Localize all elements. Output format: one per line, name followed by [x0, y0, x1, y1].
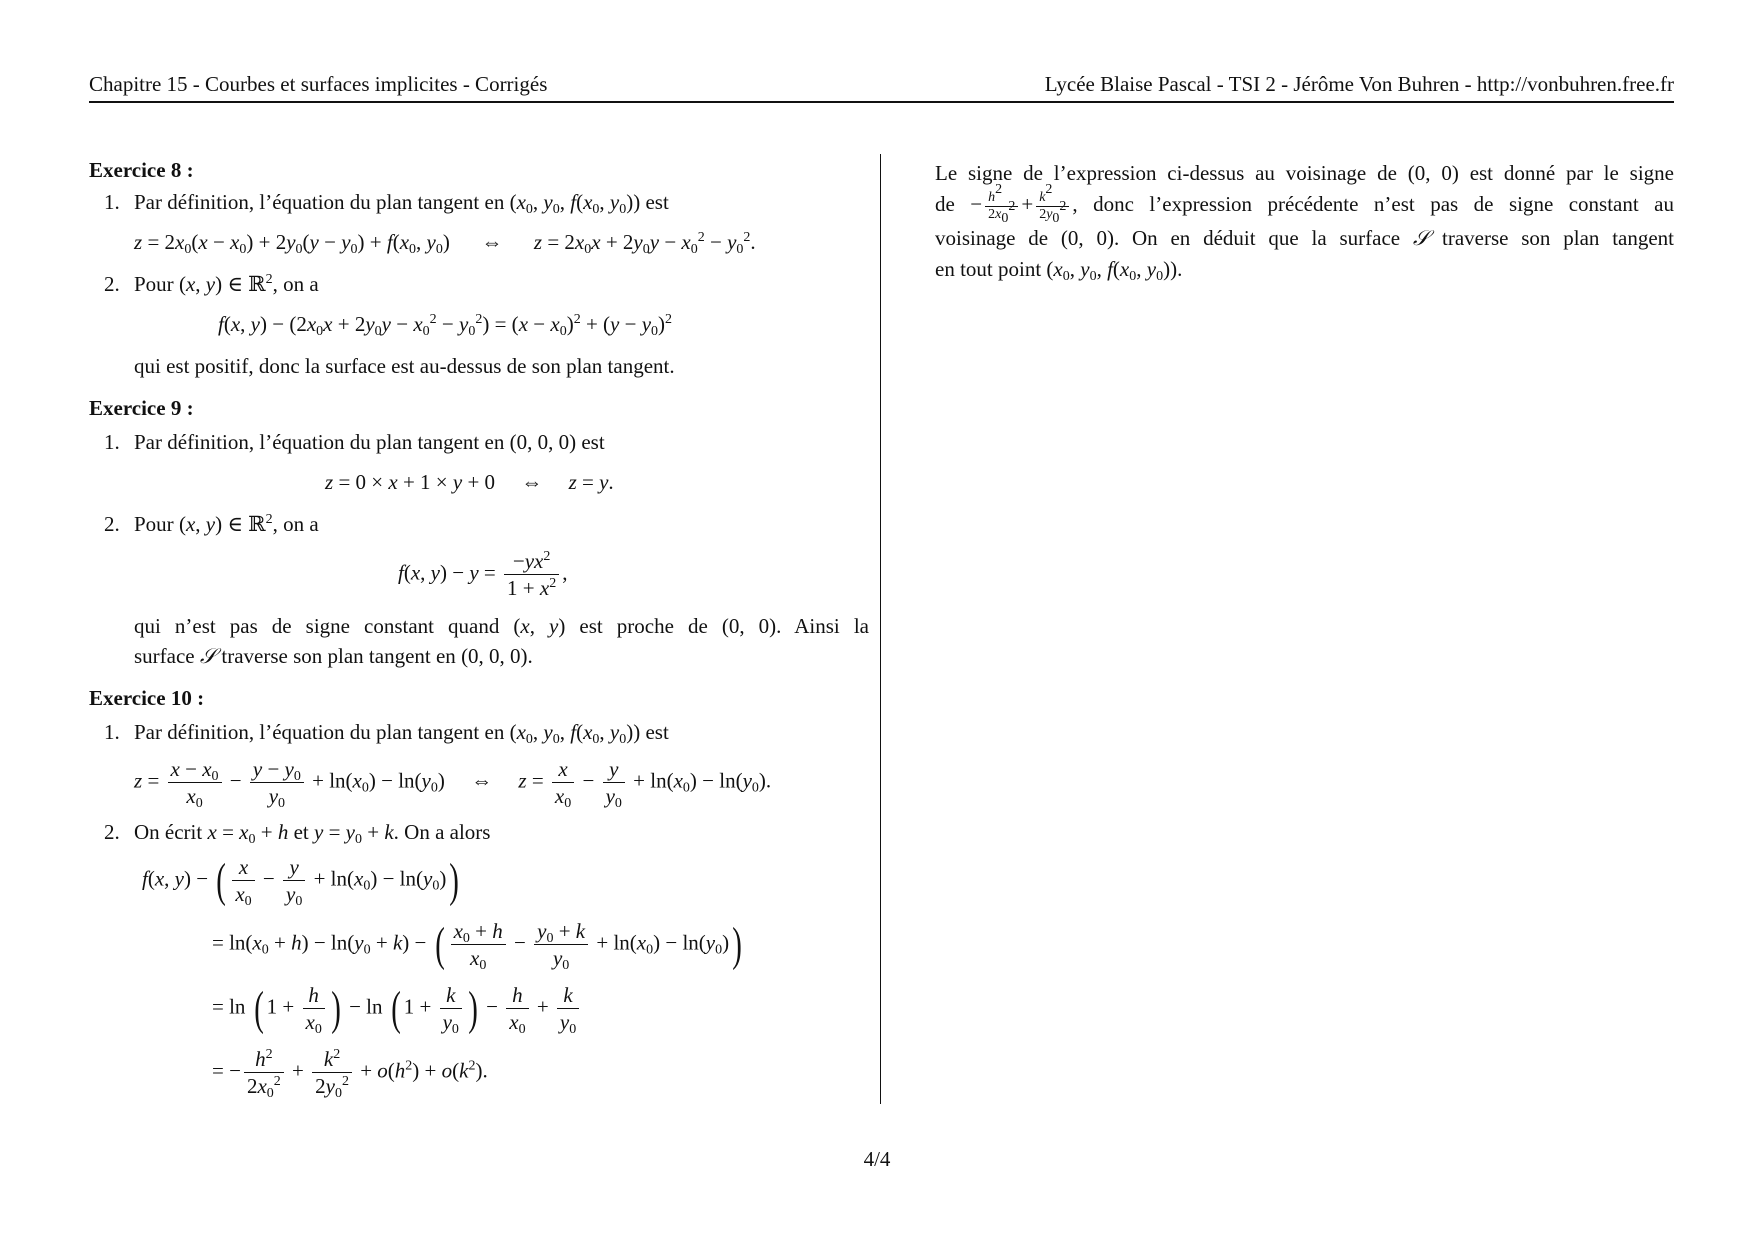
- header-right: Lycée Blaise Pascal - TSI 2 - Jérôme Von Buhren - http://vonbuhren.free.fr: [1044, 72, 1674, 96]
- ex9-item2-text: Pour (x, y) ∈ ℝ$^2$, on a: [134, 512, 319, 536]
- right-line1: Le signe de l’expression ci-dessus au voisinage de (0, 0) est donné par le signe: [935, 161, 1674, 185]
- header-left: Chapitre 15 - Courbes et surfaces implicites - Corrigés: [89, 72, 548, 96]
- ex9-title: Exercice 9 :: [89, 396, 194, 420]
- ex10-equation-1: z = $\frac{x - x_0}{x_0}$ − $\frac{y - y_0}{y_0}$ + $\ln(x_0) - \ln(y_0)$ ⇔ z = $\frac{x}{x_0}$ − $\frac{y}{y_0}$ + $\ln(x_0) - \ln(y_0)$.: [134, 757, 772, 812]
- ex8-title: Exercice 8 :: [89, 158, 194, 182]
- ex10-derivation-line3: = ln ( 1 + $\frac{h}{x_0}$ ) − ln ( 1 + $\frac{k}{y_0}$ ) − $\frac{h}{x_0}$ + $\frac{k}{y_0}$: [212, 982, 582, 1036]
- ex8-item2-text: Pour (x, y) ∈ ℝ$^2$, on a: [134, 272, 319, 296]
- ex10-derivation-line1: f(x, y) − ( $\frac{x}{x_0}$ − $\frac{y}{y_0}$ + $\ln(x_0) - \ln(y_0)$): [142, 853, 460, 910]
- header-rule: [89, 101, 1674, 103]
- ex10-derivation-line4: = − $\frac{h^2}{2x_0^2}$ + $\frac{k^2}{2y_0^2}$ + $o(h^2) + o(k^2)$.: [212, 1047, 488, 1102]
- ex8-conclusion: qui est positif, donc la surface est au-dessus de son plan tangent.: [134, 354, 675, 378]
- ex8-item1-number: 1.: [104, 190, 120, 214]
- right-line4: en tout point ($x_0$, $y_0$, $f(x_0$, $y_0$)).: [935, 256, 1183, 284]
- ex9-conclusion-line1: qui n’est pas de signe constant quand (x, y) est proche de (0, 0). Ainsi la: [134, 614, 869, 638]
- ex10-title: Exercice 10 :: [89, 686, 205, 710]
- ex10-item1-number: 1.: [104, 720, 120, 744]
- right-line2: de − $\frac{h^2}{2x_0^2}$ + $\frac{k^2}{2y_0^2}$ , donc l’expression précédente n’est pas de signe constant au: [935, 181, 1674, 226]
- ex8-item1-text: Par définition, l’équation du plan tangent en ($x_0$, $y_0$, $f(x_0$, $y_0$)) est: [134, 190, 669, 217]
- ex8-item2-number: 2.: [104, 272, 120, 296]
- ex10-item2-number: 2.: [104, 820, 120, 844]
- ex9-equation-1: z = 0 × x + 1 × y + 0 ⇔ z = y.: [325, 470, 614, 494]
- ex9-item1-text: Par définition, l’équation du plan tangent en (0, 0, 0) est: [134, 430, 605, 454]
- page-number: 4/4: [863, 1147, 891, 1171]
- ex9-item1-number: 1.: [104, 430, 120, 454]
- ex9-conclusion-line2: surface 𝒮 traverse son plan tangent en (0, 0, 0).: [134, 644, 533, 668]
- ex8-equation-2: f(x, $y) - (2x_0x + 2y_0y - x_0^2 - y_0^2) = (x - x_0)^2 + (y - y_0)^2$: [218, 312, 673, 339]
- ex10-derivation-line2: = $\ln(x_0 + h) - \ln(y_0 + k)$ − ( $\frac{x_0 + h}{x_0}$ − $\frac{y_0 + k}{y_0}$ + $\ln(x_0) - \ln(y_0)$): [212, 917, 742, 974]
- ex8-equation-1: $z = 2x_0(x - x_0) + 2y_0(y - y_0) + f(x_0$, $y_0$) ⇔ $z = 2x_0x + 2y_0y - x_0^2 - y_0^2$.: [134, 230, 756, 257]
- right-column-paragraph: [935, 158, 1674, 285]
- ex9-item2-number: 2.: [104, 512, 120, 536]
- ex10-item1-text: Par définition, l’équation du plan tangent en ($x_0$, $y_0$, $f(x_0$, $y_0$)) est: [134, 720, 669, 747]
- right-line3: voisinage de (0, 0). On en déduit que la surface 𝒮 traverse son plan tangent: [935, 225, 1675, 250]
- ex10-item2-text: On écrit $x = x_0 + h$ et $y = y_0 + k$. On a alors: [134, 820, 491, 847]
- ex9-equation-2: f(x, y) − y = $\frac{-yx^2}{1 + x^2}$ ,: [398, 549, 568, 601]
- column-divider: [880, 154, 881, 1104]
